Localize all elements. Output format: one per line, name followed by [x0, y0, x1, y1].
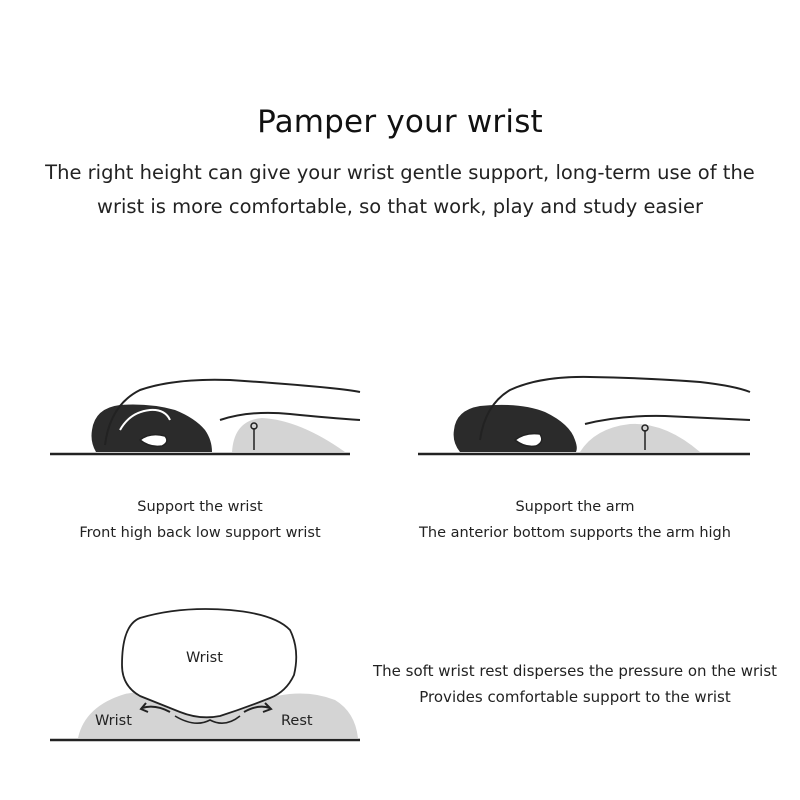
bottom-caption	[370, 658, 780, 710]
right-wrist-rest	[580, 424, 700, 452]
subtitle-line-1: The right height can give your wrist gentle support, long-term use of the	[45, 161, 755, 184]
subtitle-line-2: wrist is more comfortable, so that work, play and study easier	[97, 195, 703, 218]
right-caption-line-1: Support the arm	[515, 499, 635, 515]
bottom-caption-line-2: Provides comfortable support to the wrist	[419, 688, 731, 706]
left-caption-line-1: Support the wrist	[137, 499, 263, 515]
label-wrist-hand: Wrist	[186, 650, 223, 666]
label-rest: Rest	[281, 713, 313, 729]
label-wrist: Wrist	[95, 713, 132, 729]
bottom-caption-line-1: The soft wrist rest disperses the pressure on the wrist	[372, 662, 778, 680]
right-caption	[405, 494, 745, 546]
left-caption	[40, 494, 360, 546]
right-caption-line-2: The anterior bottom supports the arm high	[419, 525, 731, 541]
left-hand-illustration	[50, 380, 360, 454]
right-hand-illustration	[418, 377, 750, 454]
left-wrist-rest	[232, 418, 345, 452]
right-mouse	[454, 405, 577, 452]
left-caption-line-2: Front high back low support wrist	[79, 525, 321, 541]
page-title: Pamper your wrist	[257, 104, 543, 140]
